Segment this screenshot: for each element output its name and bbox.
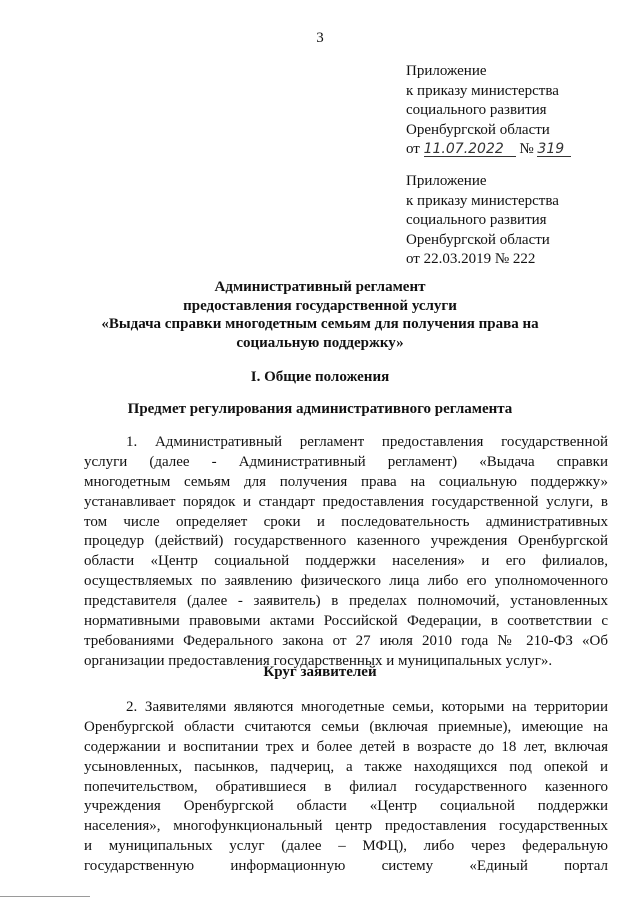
page-number: 3 (316, 30, 324, 46)
appendix-block-original (406, 172, 606, 270)
appendix-block-current (406, 62, 606, 160)
paragraph-line: усыновленных, пасынков, падчериц, а также находящихся под опекой и (84, 758, 608, 775)
paragraph-line: государственную информационную систему «Единый портал (84, 858, 608, 875)
paragraph-line: том числе определяет сроки и последовательность административных (84, 513, 608, 530)
paragraph-line: попечительством, обратившиеся в филиал государственного казенного (84, 778, 608, 795)
paragraph-2 (84, 698, 608, 877)
title-line: социальную поддержку» (236, 334, 404, 351)
paragraph-line: устанавливает порядок и стандарт предоставления государственной услуги, в (84, 493, 608, 510)
paragraph-line: организации предоставления государственных и муниципальных услуг». (84, 652, 553, 669)
paragraph-line: области «Центр социальной поддержки населения» и его филиалов, (84, 553, 608, 570)
title-line: предоставления государственной услуги (183, 297, 457, 314)
appendix-date-line (406, 140, 606, 160)
appendix-line: к приказу министерства (406, 82, 559, 99)
paragraph-line: 2. Заявителями являются многодетные семьи, которыми на территории (126, 699, 608, 715)
section-heading-general: I. Общие положения (250, 369, 390, 385)
paragraph-line: 1. Административный регламент предоставления государственной (126, 434, 608, 450)
paragraph-line: нормативными правовыми актами Российской Федерации, в соответствии с (84, 613, 608, 630)
paragraph-line: требованиями Федерального закона от 27 июля 2010 года № 210-ФЗ «Об (84, 632, 608, 649)
paragraph-line: многодетным семьям для получения права на социальную поддержку» (84, 473, 608, 490)
appendix-line: социального развития (406, 102, 547, 118)
paragraph-line: содержании и воспитании трех и более детей в возрасте до 18 лет, включая (84, 738, 608, 755)
appendix-line: Приложение (406, 173, 487, 189)
appendix-line: Приложение (406, 63, 487, 79)
document-title (60, 278, 580, 352)
paragraph-line: услуги (далее - Административный регламент) «Выдача справки (84, 453, 608, 470)
date-prefix: от (406, 141, 420, 157)
handwritten-date: 11.07.2022 (424, 142, 516, 157)
paragraph-1 (84, 433, 608, 672)
handwritten-number: 319 (537, 142, 571, 157)
paragraph-line: процедур (действий) государственного казенного учреждения Оренбургской (84, 533, 608, 550)
appendix-line: от 22.03.2019 № 222 (406, 251, 536, 267)
section-heading-applicants: Круг заявителей (263, 664, 377, 680)
paragraph-line: представителя (далее - заявитель) в пределах полномочий, установленных (84, 593, 608, 610)
scan-edge-mark (0, 896, 90, 897)
paragraph-line: осуществляемых по заявлению физического лица либо его уполномоченного (84, 573, 608, 590)
appendix-line: к приказу министерства (406, 192, 559, 209)
appendix-line: Оренбургской области (406, 121, 550, 138)
appendix-line: Оренбургской области (406, 231, 550, 248)
paragraph-line: Оренбургской области считаются семьи (включая приемные), имеющие на (84, 718, 608, 735)
section-heading-subject: Предмет регулирования административного регламента (127, 401, 513, 417)
paragraph-line: и муниципальных услуг (далее – МФЦ), либо через федеральную (84, 838, 608, 855)
title-line: «Выдача справки многодетным семьям для получения права на (101, 316, 539, 332)
title-line: Административный регламент (214, 279, 426, 295)
appendix-line: социального развития (406, 212, 547, 228)
paragraph-line: населения», многофункциональный центр предоставления государственных (84, 818, 608, 835)
paragraph-line: учреждения Оренбургской области «Центр социальной поддержки (84, 798, 608, 815)
number-prefix: № (519, 141, 534, 157)
